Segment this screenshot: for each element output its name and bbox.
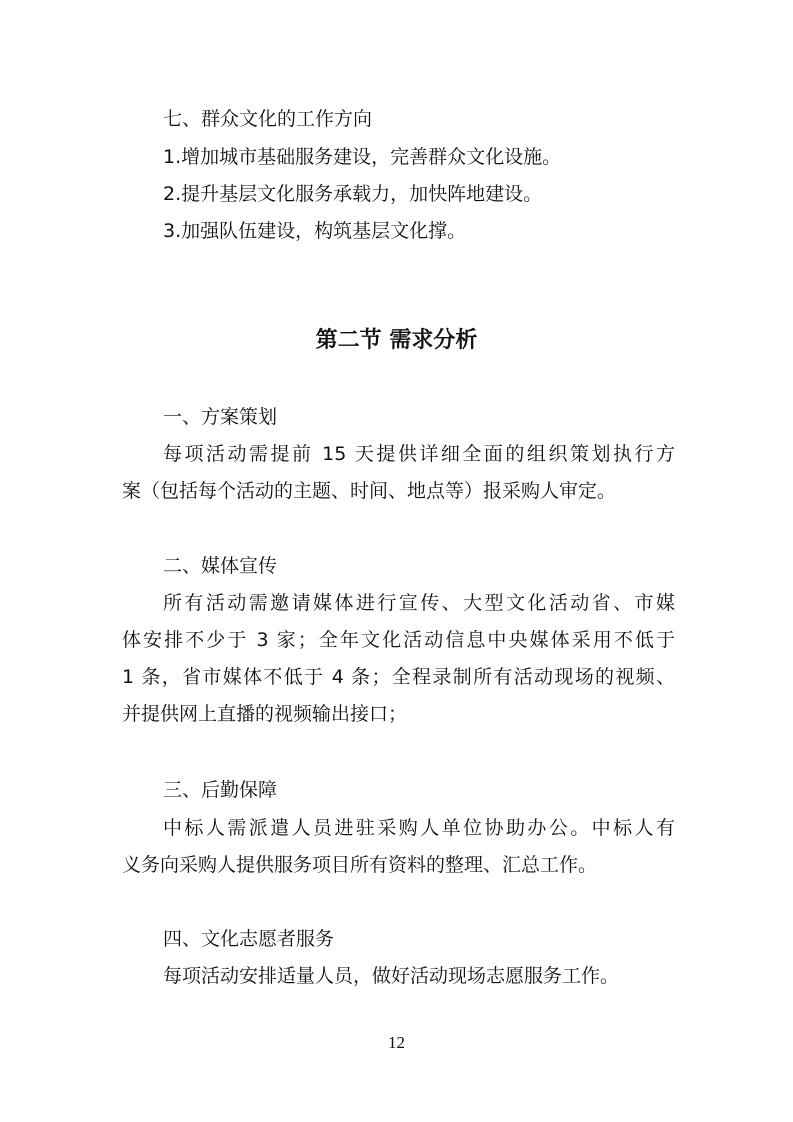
section-4-paragraph-line-1: 每项活动安排适量人员，做好活动现场志愿服务工作。 [163, 965, 620, 987]
section-1-paragraph-line-2: 案（包括每个活动的主题、时间、地点等）报采购人审定。 [122, 480, 617, 502]
section-3-paragraph-line-1: 中标人需派遣人员进驻采购人单位协助办公。中标人有 [163, 817, 675, 839]
section-7-item-1: 1.增加城市基础服务建设，完善群众文化设施。 [163, 146, 562, 168]
page-number: 12 [388, 1033, 405, 1052]
section-4-title: 四、文化志愿者服务 [163, 928, 335, 950]
section-3-paragraph-line-2: 义务向采购人提供服务项目所有资料的整理、汇总工作。 [122, 854, 598, 876]
section-2-paragraph-line-4: 并提供网上直播的视频输出接口； [122, 703, 408, 725]
section-1-title: 一、方案策划 [163, 406, 278, 428]
section-3-title: 三、后勤保障 [163, 779, 278, 801]
section-heading: 第二节 需求分析 [315, 328, 478, 353]
section-7-item-2: 2.提升基层文化服务承载力，加快阵地建设。 [163, 183, 543, 205]
section-2-paragraph-line-1: 所有活动需邀请媒体进行宣传、大型文化活动省、市媒 [163, 592, 675, 614]
section-2-paragraph-line-3: 1 条，省市媒体不低于 4 条；全程录制所有活动现场的视频、 [122, 666, 675, 688]
section-1-paragraph-line-1: 每项活动需提前 15 天提供详细全面的组织策划执行方 [163, 443, 675, 465]
section-2-paragraph-line-2: 体安排不少于 3 家；全年文化活动信息中央媒体采用不低于 [122, 629, 675, 651]
section-7-title: 七、群众文化的工作方向 [163, 108, 373, 130]
section-2-title: 二、媒体宣传 [163, 555, 278, 577]
section-7-item-3: 3.加强队伍建设，构筑基层文化撑。 [163, 220, 467, 242]
